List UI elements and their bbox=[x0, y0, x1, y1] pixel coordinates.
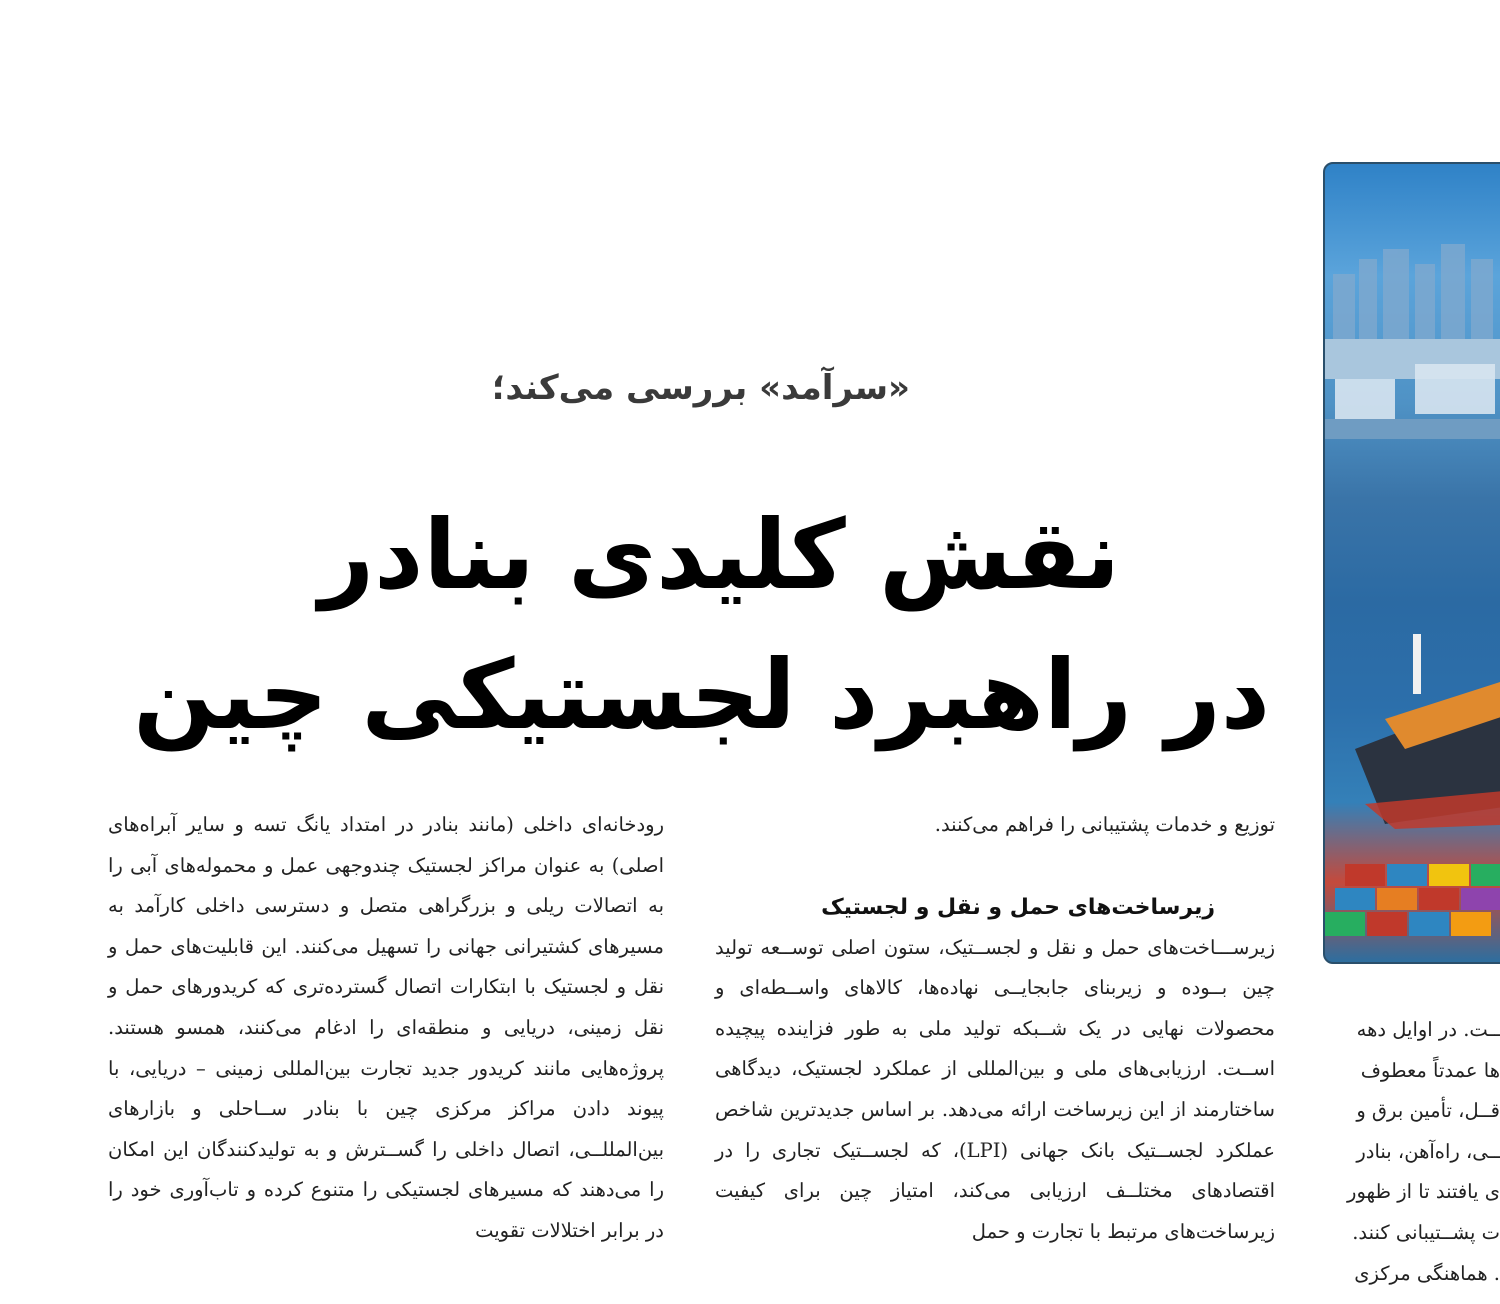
headline-line-1: نقش کلیدی بنادر bbox=[318, 499, 1120, 611]
headline-line-2: در راهبرد لجستیکی چین bbox=[133, 639, 1270, 751]
column-right-intro: توزیع و خدمات پشتیبانی را فراهم می‌کنند. bbox=[934, 813, 1275, 836]
kicker: «سرآمد» بررسی می‌کند؛ bbox=[491, 368, 910, 408]
edge-line: ها عمدتاً معطوف bbox=[1360, 1058, 1500, 1082]
column-right-body: زیرســـاخت‌های حمل و نقل و لجســتیک، ستون اصلی توســعه تولید چین بــوده و زیربنای جابجایــی نهاده‌ها، کالاهای واســطه‌ای و محصولات نهایی در یک شــبکه تولید ملی به طور فزاینده پیچیده اســت. ارزیابی‌های ملی و بین‌المللی از عملکرد لجستیک، دیدگاهی ساختارمند از این زیرساخت ارائه می‌دهد. بر اساس جدیدترین شاخص عملکرد لجســتیک بانک جهانی (LPI)، که لجســتیک تجاری را در اقتصادهای مختلــف ارزیابی می‌کند، امتیاز چین برای کیفیت زیرساخت‌های مرتبط با تجارت و حمل bbox=[715, 935, 1275, 1243]
column-left-body: رودخانه‌ای داخلی (مانند بنادر در امتداد یانگ تسه و سایر آبراه‌های اصلی) به عنوان مراکز لجستیک چندوجهی عمل و محموله‌های آبی را به اتصالات ریلی و بزرگراهی متصل و دسترسی داخلی کارآمد به مسیرهای کشتیرانی جهانی را تسهیل می‌کنند. این قابلیت‌های حمل و نقل و لجستیک با ابتکارات اتصال گسترده‌تری که کریدورهای حمل و نقل زمینی، دریایی و منطقه‌ای را ادغام می‌کنند، همسو هستند. پروژه‌هایی مانند کریدور جدید تجارت بین‌المللی زمینی – دریایی، با پیوند دادن مراکز مرکزی چین با بنادر ســاحلی و بازارهای بین‌المللــی، اتصال داخلی را گســترش و به تولیدکنندگان این امکان را می‌دهند که مسیرهای لجستیکی را متنوع کرده و تاب‌آوری خود را در برابر اختلالات تقویت bbox=[108, 813, 664, 1242]
headline bbox=[110, 485, 1270, 765]
section-subheading: زیرساخت‌های حمل و نقل و لجستیک bbox=[821, 894, 1215, 920]
edge-line: ی یافتند تا از ظهور bbox=[1347, 1180, 1500, 1204]
edge-line: ــی، راه‌آهن، بنادر bbox=[1356, 1139, 1500, 1163]
port-photo-art bbox=[1325, 164, 1500, 962]
column-left bbox=[108, 805, 664, 1252]
edge-line: ت پشــتیبانی کنند. bbox=[1352, 1220, 1500, 1244]
column-edge-cropped bbox=[1322, 1010, 1500, 1294]
edge-line: . هماهنگی مرکزی bbox=[1354, 1261, 1500, 1285]
port-photo-icon bbox=[1323, 162, 1500, 964]
edge-line: قــل، تأمین برق و bbox=[1356, 1099, 1500, 1123]
column-right bbox=[715, 805, 1275, 1252]
edge-line: ــت. در اوایل دهه bbox=[1356, 1018, 1500, 1041]
